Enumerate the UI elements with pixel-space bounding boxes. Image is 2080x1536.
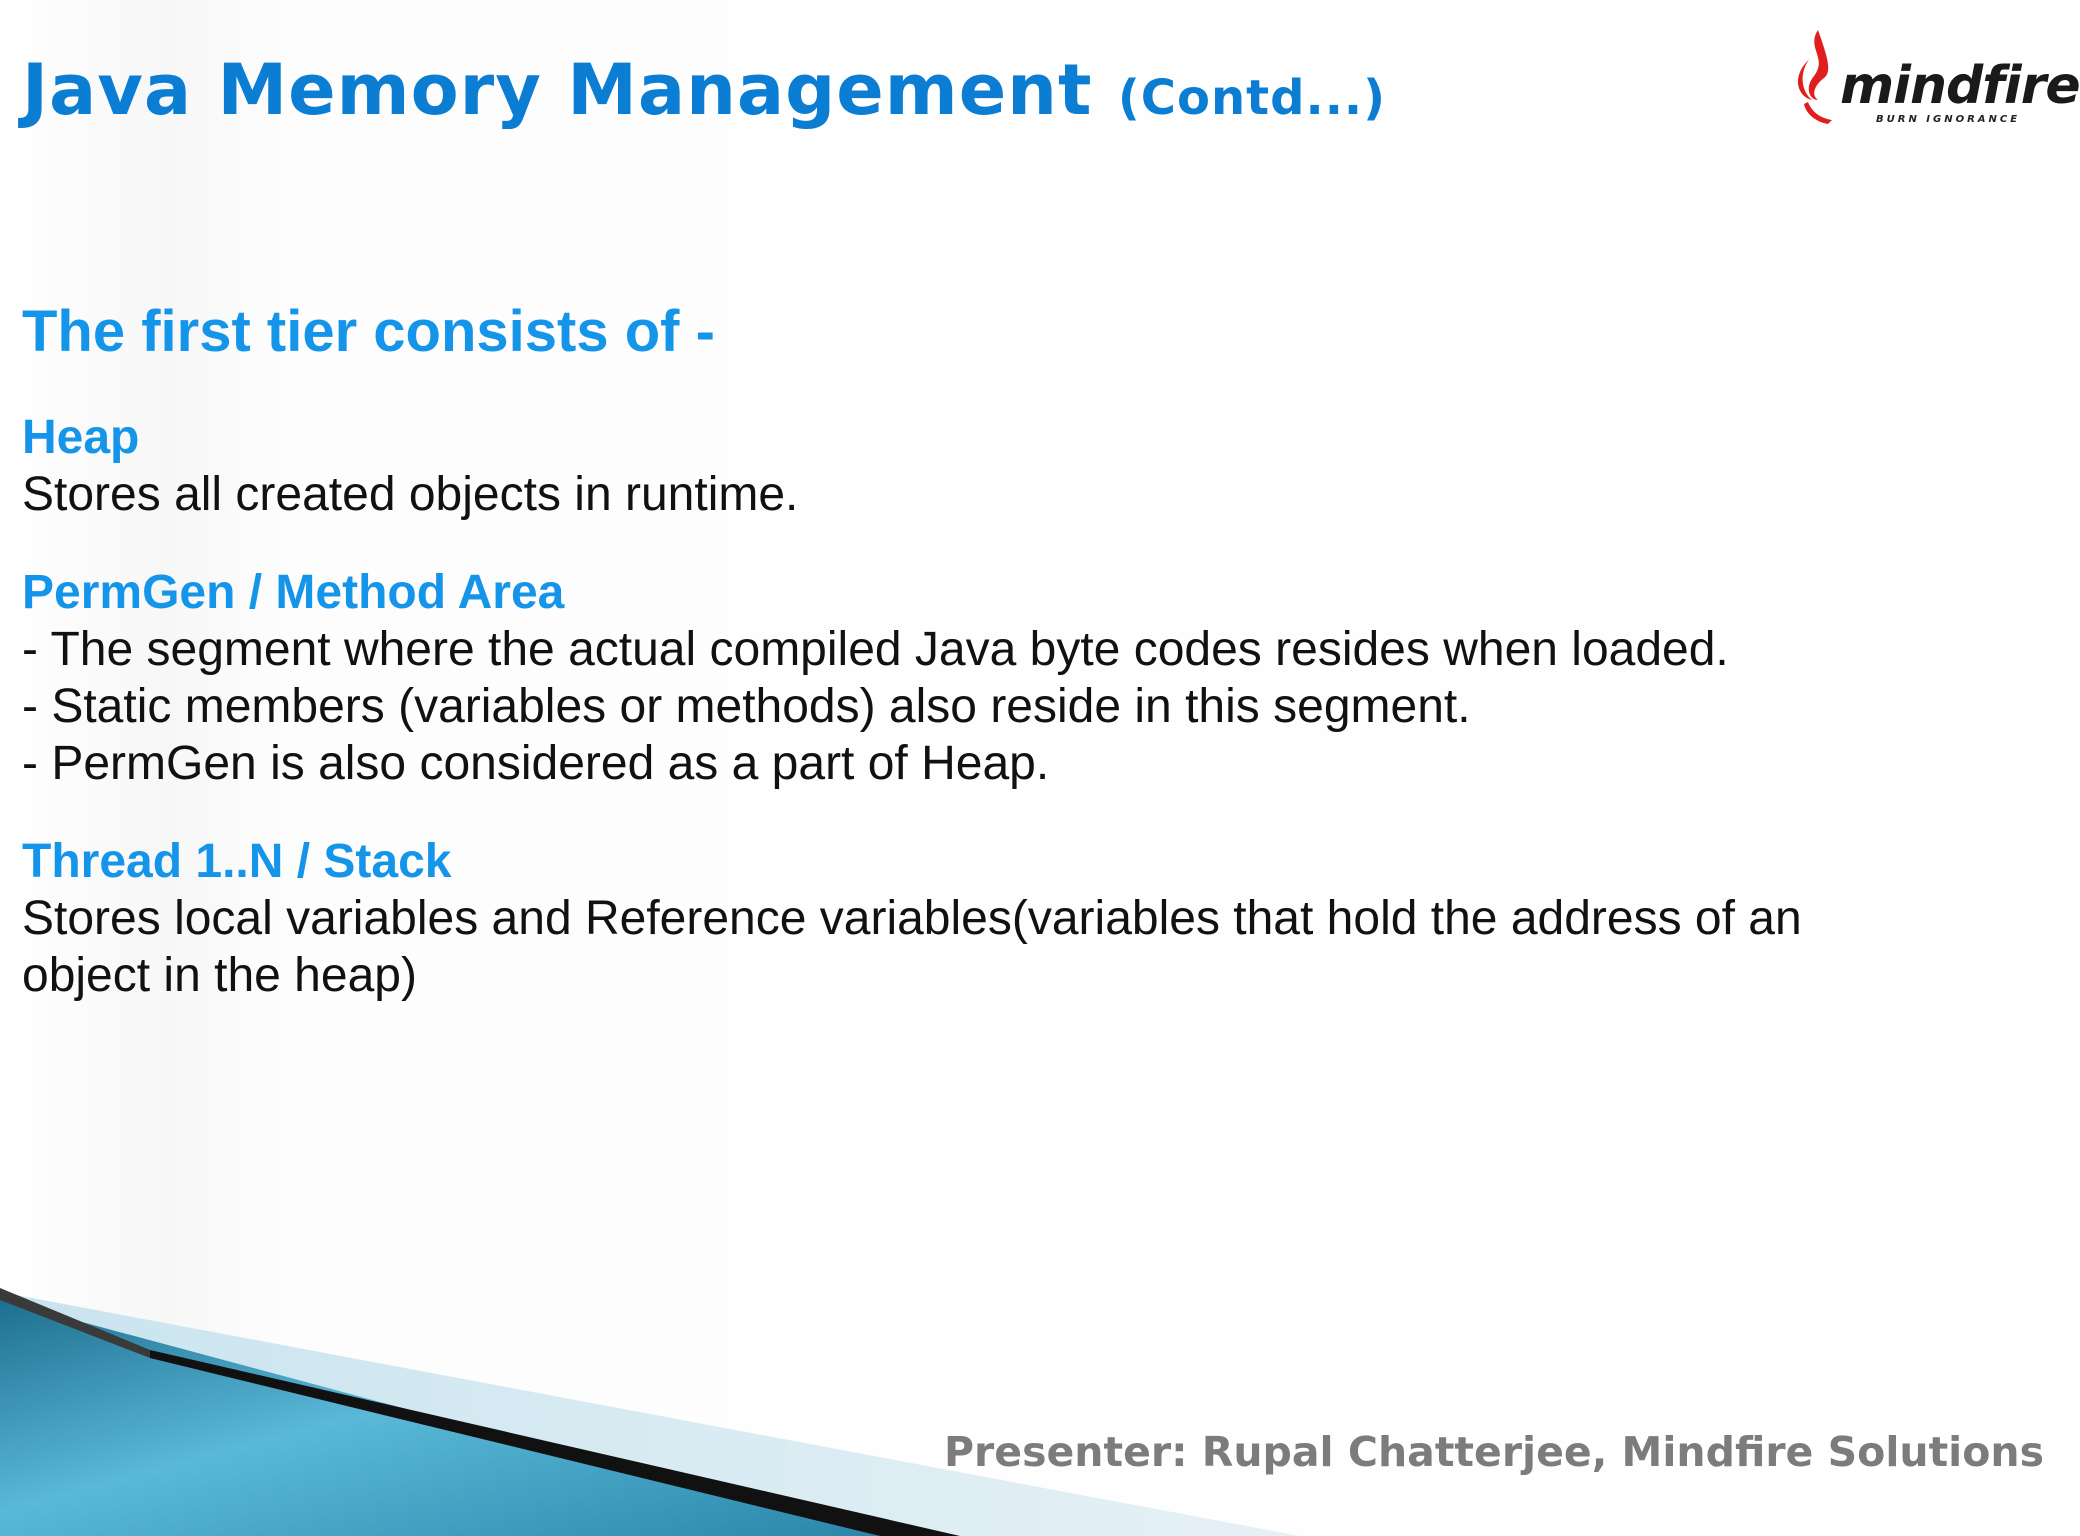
- section-heap: [22, 410, 2022, 523]
- section-heading: Heap: [22, 411, 140, 464]
- mindfire-logo: [1780, 28, 2080, 138]
- section-heading: PermGen / Method Area: [22, 566, 565, 619]
- corner-decoration: [0, 1280, 1300, 1536]
- section-heading: Thread 1..N / Stack: [22, 835, 452, 888]
- section-line: Stores local variables and Reference variables(variables that hold the address of an: [22, 892, 1802, 945]
- logo-wordmark: mindfire: [1840, 56, 2080, 116]
- section-permgen: [22, 565, 2022, 792]
- section-line: - PermGen is also considered as a part of Heap.: [22, 737, 1050, 790]
- slide-content: [22, 296, 2022, 1004]
- slide-title-main: Java Memory Management: [22, 49, 1093, 131]
- slide-title: [22, 48, 1386, 132]
- presenter-footer: Presenter: Rupal Chatterjee, Mindfire Solutions: [944, 1428, 2044, 1476]
- section-line: - The segment where the actual compiled Java byte codes resides when loaded.: [22, 623, 1729, 676]
- slide-title-suffix: (Contd...): [1117, 70, 1387, 126]
- flame-icon: [1788, 28, 1848, 128]
- section-line: Stores all created objects in runtime.: [22, 468, 799, 521]
- section-line: - Static members (variables or methods) also reside in this segment.: [22, 680, 1471, 733]
- logo-tagline: BURN IGNORANCE: [1876, 114, 2021, 125]
- tier-heading: The first tier consists of -: [22, 299, 715, 364]
- section-stack: [22, 834, 2022, 1004]
- section-line: object in the heap): [22, 949, 417, 1002]
